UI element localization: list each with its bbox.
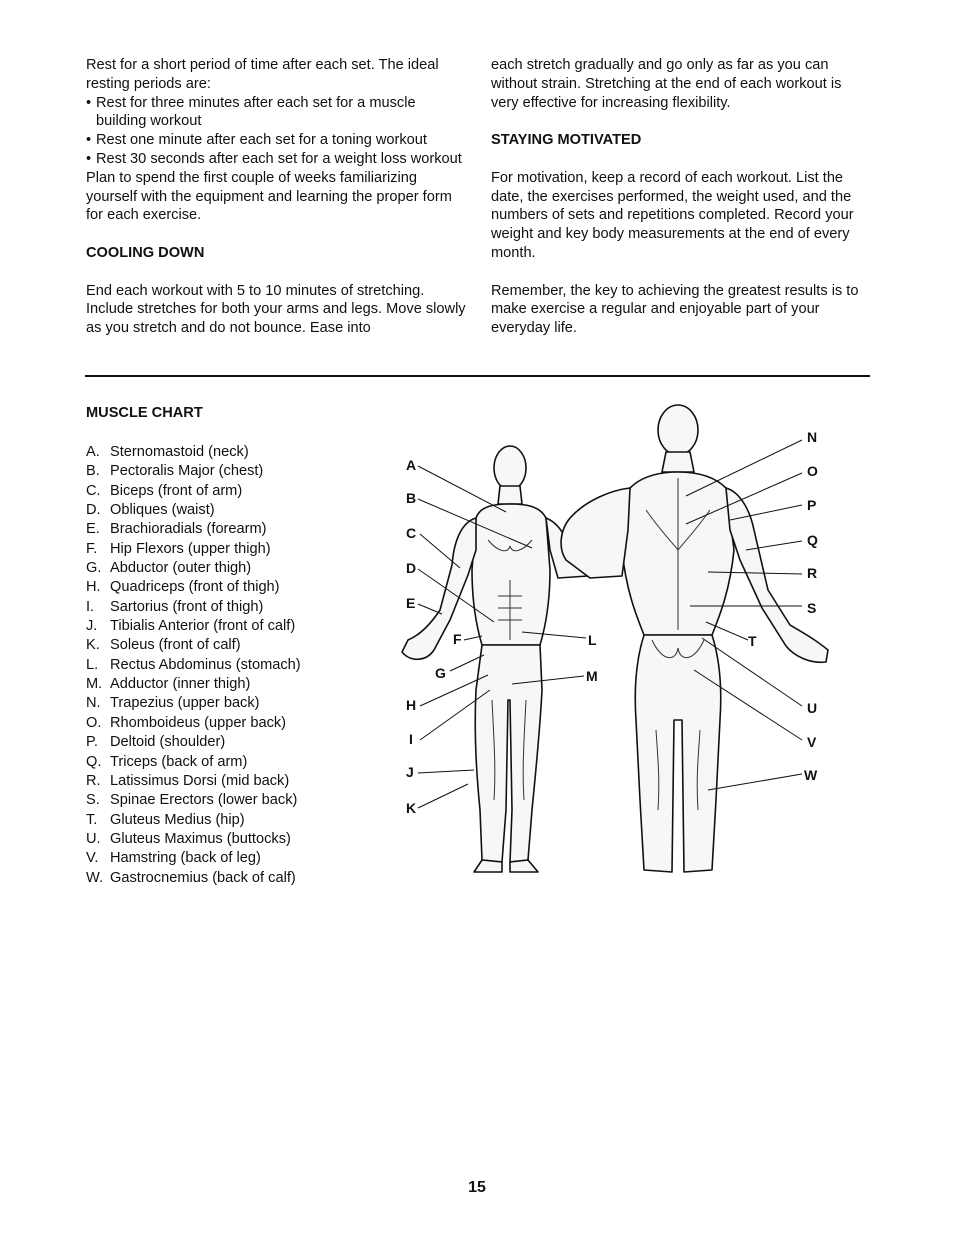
muscle-diagram [390, 400, 840, 890]
label-l: L [588, 632, 597, 648]
list-item: M. Adductor (inner thigh) [86, 676, 251, 693]
list-item: • Rest one minute after each set for a toning workout [86, 132, 427, 149]
motivation-paragraph: For motivation, keep a record of each workout. List the date, the exercises performed, the weight used, and the numbers of sets and repetitions completed. Record your weight and key body measurements at the end of every month. [491, 169, 854, 261]
cooling-down-paragraph: End each workout with 5 to 10 minutes of stretching. Include stretches for both your arms and legs. Move slowly as you stretch and do not bounce. Ease into [86, 282, 466, 337]
list-item: G. Abductor (outer thigh) [86, 560, 252, 577]
list-item: I. Sartorius (front of thigh) [86, 598, 264, 615]
list-item: P. Deltoid (shoulder) [86, 734, 226, 751]
list-item: F. Hip Flexors (upper thigh) [86, 540, 271, 557]
right-column [491, 56, 871, 338]
label-q: Q [807, 532, 818, 548]
plan-paragraph: Plan to spend the first couple of weeks familiarizing yourself with the equipment and learning the proper form for each exercise. [86, 169, 452, 224]
muscle-diagram-svg [390, 400, 840, 890]
left-column [86, 56, 466, 338]
muscle-chart-title: MUSCLE CHART [86, 405, 203, 421]
label-t: T [748, 633, 757, 649]
label-n: N [807, 429, 818, 445]
list-item: J. Tibialis Anterior (front of calf) [86, 618, 296, 635]
muscle-list [86, 443, 301, 888]
staying-motivated-heading: STAYING MOTIVATED [491, 132, 642, 149]
label-m: M [586, 668, 598, 684]
list-item: K. Soleus (front of calf) [86, 637, 241, 654]
list-item: N. Trapezius (upper back) [86, 695, 260, 712]
list-item: W. Gastrocnemius (back of calf) [86, 869, 296, 886]
remember-paragraph: Remember, the key to achieving the greatest results is to make exercise a regular and enjoyable part of your everyday life. [491, 282, 859, 337]
list-item: C. Biceps (front of arm) [86, 482, 243, 499]
cooling-down-heading: COOLING DOWN [86, 244, 205, 261]
list-item: B. Pectoralis Major (chest) [86, 463, 264, 480]
list-item: R. Latissimus Dorsi (mid back) [86, 772, 290, 789]
label-c: C [406, 525, 417, 541]
list-item: T. Gluteus Medius (hip) [86, 811, 245, 828]
section-divider [85, 375, 870, 377]
list-item: D. Obliques (waist) [86, 502, 215, 519]
list-item: U. Gluteus Maximus (buttocks) [86, 830, 291, 847]
rest-intro: Rest for a short period of time after each set. The ideal resting periods are: [86, 57, 439, 92]
label-g: G [435, 665, 446, 681]
list-item: S. Spinae Erectors (lower back) [86, 792, 298, 809]
page-number: 15 [468, 1179, 486, 1196]
list-item: H. Quadriceps (front of thigh) [86, 579, 280, 596]
list-item: • Rest for three minutes after each set for a muscle building workout [86, 94, 416, 130]
label-p: P [807, 497, 817, 513]
label-e: E [406, 595, 416, 611]
list-item: A. Sternomastoid (neck) [86, 444, 249, 460]
rest-periods-list [86, 94, 466, 169]
stretch-continued-paragraph: each stretch gradually and go only as far as you can without strain. Stretching at the end of each workout is very effective for increasing flexibility. [491, 57, 842, 111]
label-u: U [807, 700, 818, 716]
label-a: A [406, 457, 417, 473]
label-j: J [406, 764, 414, 780]
label-b: B [406, 490, 417, 506]
figure-labels [406, 429, 818, 816]
label-h: H [406, 697, 417, 713]
label-r: R [807, 565, 818, 581]
label-s: S [807, 600, 817, 616]
label-w: W [804, 767, 818, 783]
list-item: V. Hamstring (back of leg) [86, 850, 261, 867]
list-item: O. Rhomboideus (upper back) [86, 714, 287, 731]
list-item: • Rest 30 seconds after each set for a weight loss workout [86, 150, 462, 167]
label-o: O [807, 463, 818, 479]
list-item: L. Rectus Abdominus (stomach) [86, 656, 301, 673]
list-item: Q. Triceps (back of arm) [86, 753, 248, 770]
label-i: I [409, 731, 413, 747]
back-figure [561, 405, 828, 872]
label-k: K [406, 800, 417, 816]
label-f: F [453, 631, 462, 647]
list-item: E. Brachioradials (forearm) [86, 521, 267, 538]
front-figure [402, 446, 588, 872]
label-d: D [406, 560, 417, 576]
label-v: V [807, 734, 817, 750]
